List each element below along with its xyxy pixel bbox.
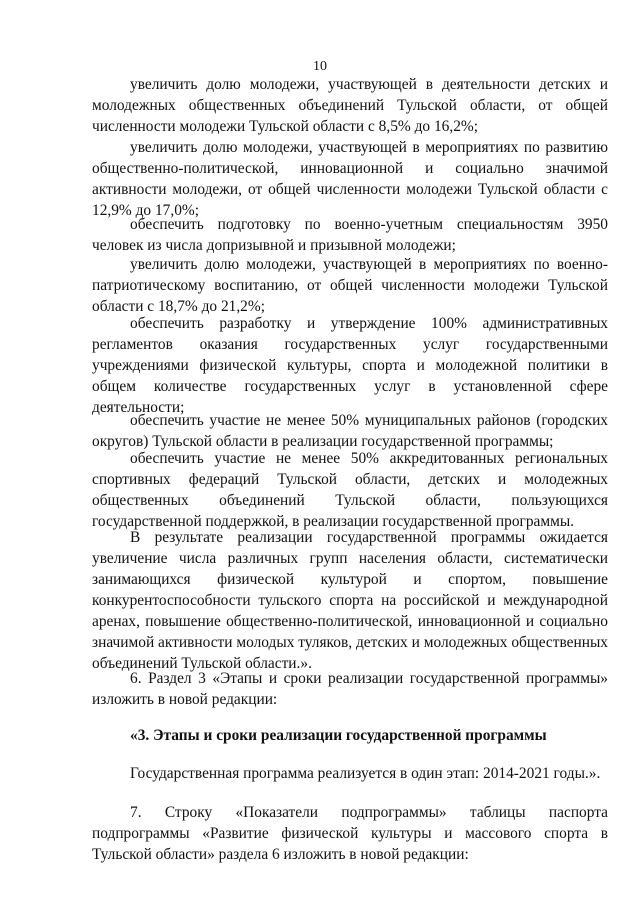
paragraph-regulations: обеспечить разработку и утверждение 100% административных регламентов оказания государственных услуг государственными учреждениями физической культуры, спорта и молодежной политики в общем количестве государственных услуг в установленной сфере деятельности; bbox=[92, 315, 608, 416]
paragraph-expected-results: В результате реализации государственной программы ожидается увеличение числа различных групп населения области, систематически занимающихся физической культурой и спортом, повышение конкурентоспособности тульского спорта на российской и международной аренах, повышение общественно-политической, инновационной и социально значимой активности молодых туляков, детских и молодежных общественных объединений Тульской области.». bbox=[92, 529, 608, 672]
section-heading: «3. Этапы и сроки реализации государственной программы bbox=[130, 727, 547, 744]
paragraph-item-6: 6. Раздел 3 «Этапы и сроки реализации государственной программы» изложить в новой редакции: bbox=[92, 670, 608, 708]
paragraph-municipal-participation: обеспечить участие не менее 50% муниципальных районов (городских округов) Тульской области в реализации государственной программы; bbox=[92, 412, 608, 450]
paragraph-military-training: обеспечить подготовку по военно-учетным специальностям 3950 человек из числа допризывной и призывной молодежи; bbox=[92, 216, 608, 254]
paragraph-youth-associations: увеличить долю молодежи, участвующей в деятельности детских и молодежных общественных объединений Тульской области, от общей численности молодежи Тульской области с 8,5% до 16,2%; bbox=[92, 76, 608, 135]
paragraph-stage: Государственная программа реализуется в один этап: 2014-2021 годы.». bbox=[130, 765, 601, 782]
paragraph-federations-participation: обеспечить участие не менее 50% аккредитованных региональных спортивных федераций Тульской области, детских и молодежных общественных объединений Тульской области, пользующихся государственной поддержкой, в реализации государственной программы. bbox=[92, 450, 608, 530]
paragraph-patriotic-education: увеличить долю молодежи, участвующей в мероприятиях по военно-патриотическому воспитанию, от общей численности молодежи Тульской области с 18,7% до 21,2%; bbox=[92, 256, 608, 315]
page-number: 10 bbox=[313, 59, 327, 74]
paragraph-youth-activity: увеличить долю молодежи, участвующей в мероприятиях по развитию общественно-политической, инновационной и социально значимой активности молодежи, от общей численности молодежи Тульской области с 12,9% до 17,0%; bbox=[92, 139, 608, 219]
paragraph-item-7: 7. Строку «Показатели подпрограммы» таблицы паспорта подпрограммы «Развитие физической культуры и массового спорта в Тульской области» раздела 6 изложить в новой редакции: bbox=[92, 804, 608, 863]
